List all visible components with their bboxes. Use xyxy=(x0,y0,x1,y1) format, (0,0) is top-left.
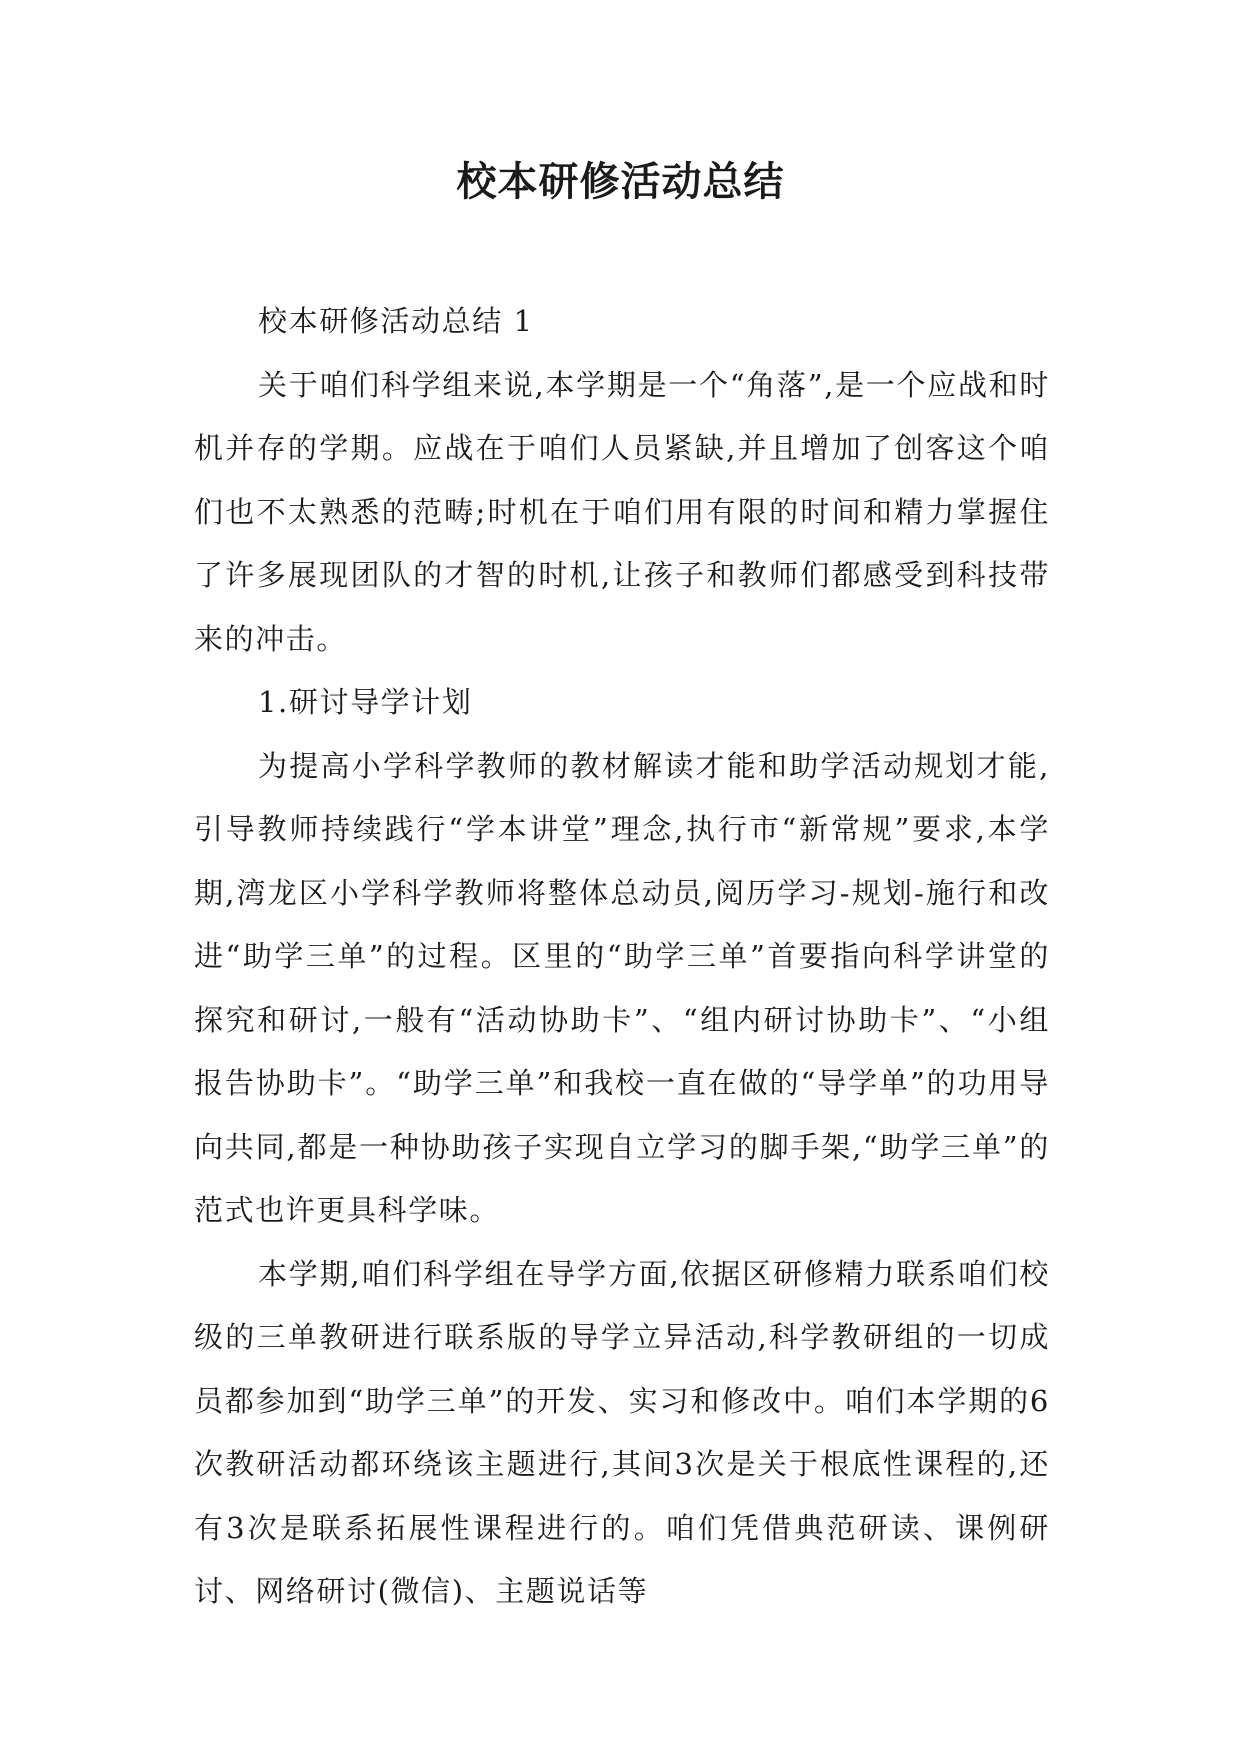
paragraph: 本学期,咱们科学组在导学方面,依据区研修精力联系咱们校级的三单教研进行联系版的导学立异活动,科学教研组的一切成员都参加到“助学三单”的开发、实习和修改中。咱们本学期的6次教研活动都环绕该主题进行,其间3次是关于根底性课程的,还有3次是联系拓展性课程进行的。咱们凭借典范研读、课例研讨、网络研讨(微信)、主题说话等 xyxy=(194,1256,1050,1608)
paragraph: 为提高小学科学教师的教材解读才能和助学活动规划才能,引导教师持续践行“学本讲堂”理念,执行市“新常规”要求,本学期,湾龙区小学科学教师将整体总动员,阅历学习-规划-施行和改进“助学三单”的过程。区里的“助学三单”首要指向科学讲堂的探究和研讨,一般有“活动协助卡”、“组内研讨协助卡”、“小组报告协助卡”。“助学三单”和我校一直在做的“导学单”的功用导向共同,都是一种协助孩子实现自立学习的脚手架,“助学三单”的范式也许更具科学味。 xyxy=(194,748,1050,1227)
section-heading: 校本研修活动总结 1 xyxy=(258,304,534,338)
document-title: 校本研修活动总结 xyxy=(456,159,785,205)
subsection-heading: 1.研讨导学计划 xyxy=(258,685,473,719)
paragraph: 关于咱们科学组来说,本学期是一个“角落”,是一个应战和时机并存的学期。应战在于咱们人员紧缺,并且增加了创客这个咱们也不太熟悉的范畴;时机在于咱们用有限的时间和精力掌握住了许多展现团队的才智的时机,让孩子和教师们都感受到科技带来的冲击。 xyxy=(194,367,1050,656)
document-body xyxy=(194,290,1050,1624)
